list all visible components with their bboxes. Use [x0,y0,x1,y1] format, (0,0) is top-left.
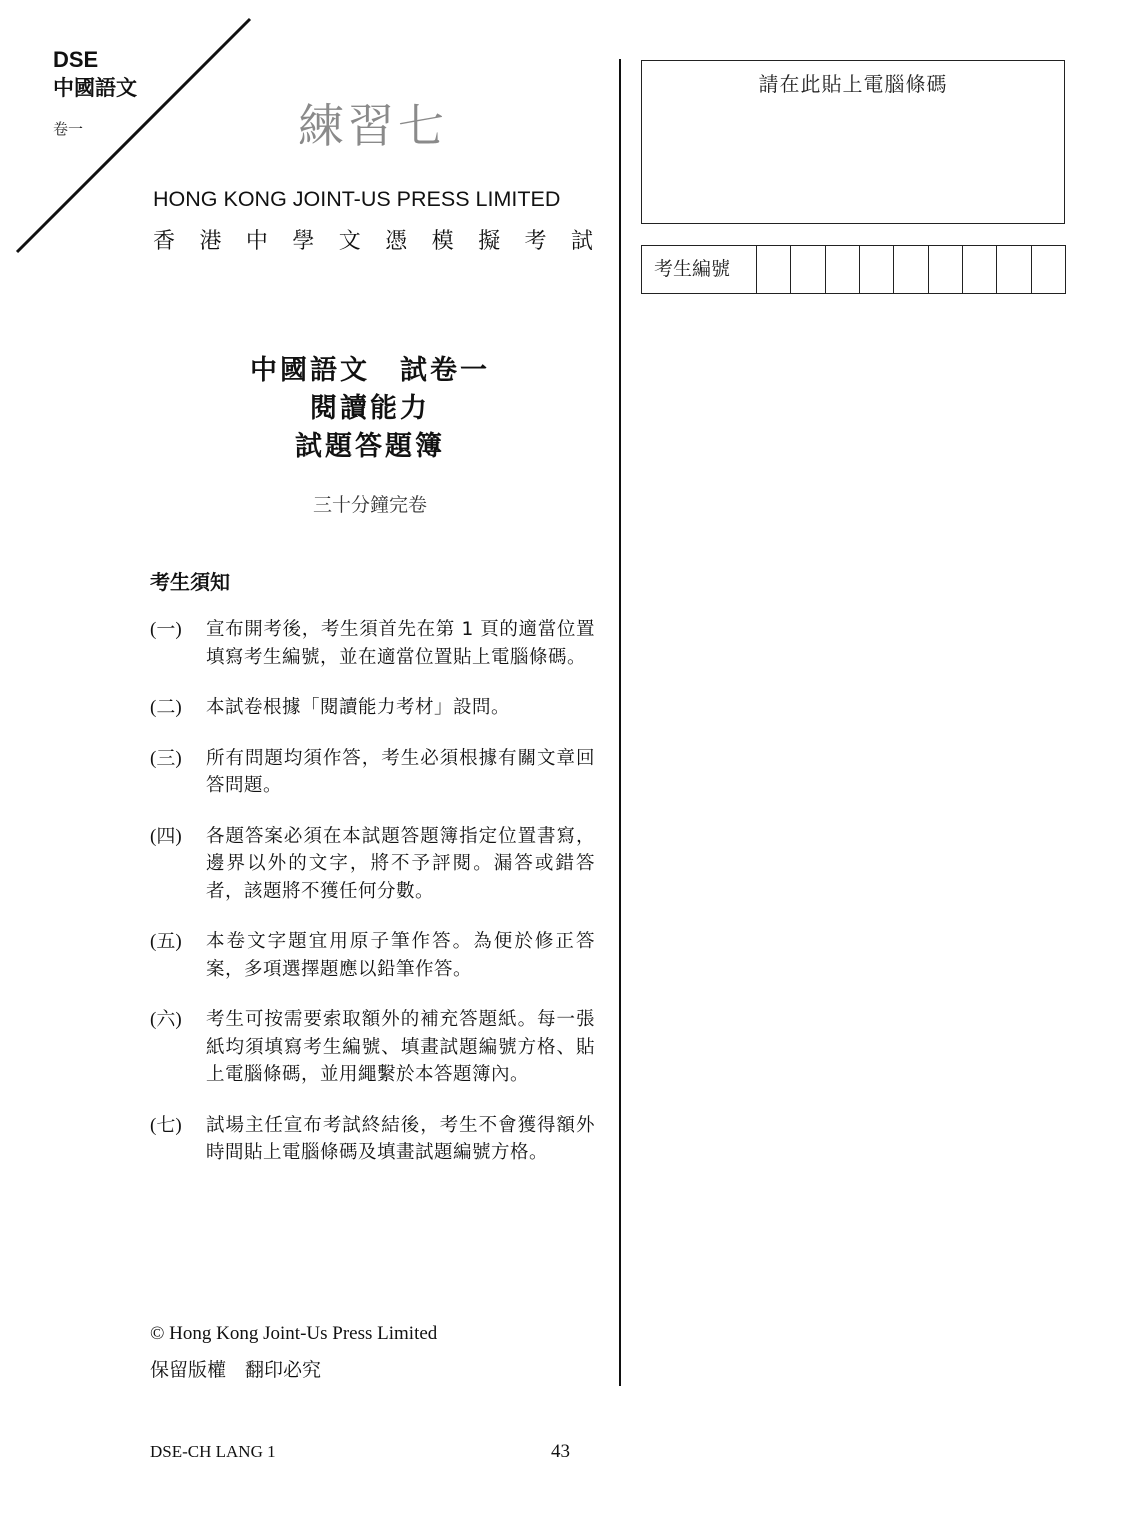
instruction-text: 試場主任宣布考試終結後，考生不會獲得額外時間貼上電腦條碼及填畫試題編號方格。 [206,1114,595,1163]
candidate-number-grid [641,245,1066,294]
publisher-chinese-char: 學 [292,229,315,254]
instructions-heading: 考生須知 [150,570,230,594]
instruction-number: (四) [150,825,182,847]
candidate-number-cell[interactable] [1032,246,1065,293]
page-number: 43 [551,1441,570,1462]
instructions-list [150,616,595,1190]
candidate-number-cell[interactable] [894,246,928,293]
instruction-number: (七) [150,1114,182,1136]
instruction-item [150,1112,595,1167]
candidate-number-cell[interactable] [929,246,963,293]
instruction-number: (三) [150,747,182,769]
paper-title-line-1: 中國語文 試卷一 [250,355,490,386]
candidate-number-cell[interactable] [963,246,997,293]
candidate-number-cell[interactable] [791,246,825,293]
publisher-chinese-char: 憑 [385,229,408,254]
footer-paper-code: DSE-CH LANG 1 [150,1442,276,1461]
paper-title-line-3: 試題答題簿 [295,431,445,462]
corner-diagonal-line [0,0,260,260]
instruction-item [150,616,595,671]
candidate-number-cell[interactable] [826,246,860,293]
instruction-text: 各題答案必須在本試題答題簿指定位置書寫，邊界以外的文字，將不予評閱。漏答或錯答者，該題將不獲任何分數。 [206,825,595,902]
vertical-divider [619,59,621,1386]
instruction-text: 本卷文字題宜用原子筆作答。為便於修正答案，多項選擇題應以鉛筆作答。 [206,931,595,980]
publisher-chinese-char: 考 [524,229,547,254]
candidate-number-cell[interactable] [757,246,791,293]
instruction-number: (六) [150,1009,182,1030]
paper-title-line-2: 閱讀能力 [310,393,430,424]
publisher-chinese-char: 文 [338,229,361,254]
instruction-item [150,694,595,722]
copyright-notice: © Hong Kong Joint-Us Press Limited [150,1323,438,1344]
publisher-chinese-char: 香 [153,229,176,254]
publisher-chinese-char: 試 [570,229,593,254]
instruction-item [150,745,595,800]
instruction-text: 宣布開考後，考生須首先在第 1 頁的適當位置填寫考生編號，並在適當位置貼上電腦條碼。 [206,619,595,668]
instruction-number: (五) [150,931,182,952]
instruction-text: 考生可按需要索取額外的補充答題紙。每一張紙均須填寫考生編號、填畫試題編號方格、貼上電腦條碼，並用繩繫於本答題簿內。 [206,1009,595,1085]
publisher-chinese-char: 中 [245,229,268,254]
rights-notice: 保留版權 翻印必究 [150,1359,322,1381]
instruction-text: 所有問題均須作答，考生必須根據有關文章回答問題。 [206,747,595,796]
instruction-number: (二) [150,697,182,718]
candidate-number-cell[interactable] [997,246,1031,293]
candidate-number-cell[interactable] [860,246,894,293]
publisher-chinese-char: 擬 [478,229,501,254]
instruction-item [150,928,595,983]
publisher-chinese-char: 港 [199,229,222,254]
instruction-number: (一) [150,619,182,640]
candidate-number-label: 考生編號 [642,246,757,293]
exam-duration: 三十分鐘完卷 [312,494,427,516]
corner-exam-label: DSE [53,47,99,72]
publisher-english: HONG KONG JOINT-US PRESS LIMITED [153,187,561,211]
corner-subject-label: 中國語文 [53,76,137,100]
publisher-chinese [153,224,593,255]
barcode-area-label: 請在此貼上電腦條碼 [758,72,948,96]
corner-paper-label: 卷一 [53,120,84,138]
instruction-text: 本試卷根據「閱讀能力考材」設問。 [206,697,511,718]
barcode-sticker-area [641,60,1065,224]
publisher-chinese-char: 模 [431,229,454,254]
instruction-item [150,823,595,906]
instruction-item [150,1006,595,1089]
exercise-title: 練習七 [298,99,448,153]
paper-title [150,352,590,466]
